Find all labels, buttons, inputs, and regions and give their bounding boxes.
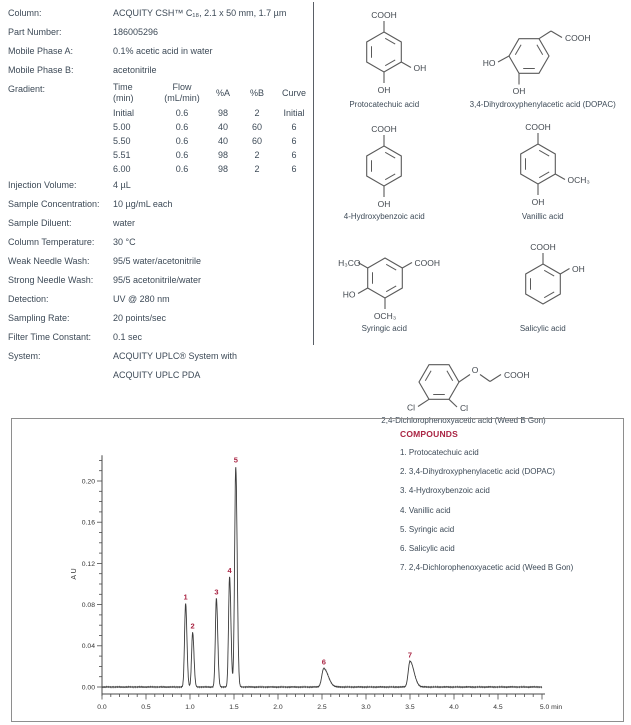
param-row	[8, 61, 305, 80]
gradient-cell: 0.6	[175, 122, 189, 132]
group-label: O	[471, 365, 478, 375]
param-row	[8, 271, 305, 290]
param-value: ACQUITY CSH™ C₁₈, 2.1 x 50 mm, 1.7 µm	[113, 8, 287, 18]
param-value: 20 points/sec	[113, 313, 167, 323]
param-label: System:	[8, 351, 41, 361]
param-value: 186005296	[113, 27, 159, 37]
svg-text:4.5: 4.5	[493, 704, 503, 711]
group-label: OH	[512, 86, 526, 96]
svg-text:0.12: 0.12	[81, 560, 95, 568]
param-value: water	[113, 218, 136, 228]
param-row	[8, 195, 305, 214]
gradient-cell: 2	[254, 108, 260, 118]
param-label: Sampling Rate:	[8, 313, 70, 323]
param-label: Sample Concentration:	[8, 199, 100, 209]
svg-text:4.0: 4.0	[449, 704, 459, 711]
structure-protocatechuic-acid	[305, 4, 464, 116]
group-label: COOH	[414, 258, 441, 268]
group-label: OH	[413, 63, 427, 73]
gradient-header: Time (min)	[113, 82, 134, 103]
section-divider	[313, 2, 314, 345]
svg-text:4: 4	[227, 565, 232, 575]
param-value: UV @ 280 nm	[113, 294, 170, 304]
gradient-cell: 40	[217, 136, 228, 146]
structure-name: Protocatechuic acid	[349, 100, 420, 109]
gradient-cell: 5.00	[113, 122, 131, 132]
group-label: COOH	[371, 10, 397, 20]
structure-salicylic-acid	[464, 228, 623, 340]
gradient-cell: 6	[291, 150, 297, 160]
gradient-table	[113, 80, 313, 176]
gradient-cell: Initial	[113, 108, 135, 118]
param-value: 10 µg/mL each	[113, 199, 173, 209]
legend-item: 1. Protocatechuic acid	[400, 448, 479, 457]
group-label: Cl	[459, 403, 468, 413]
gradient-cell: 98	[217, 108, 228, 118]
legend-item: 4. Vanillic acid	[400, 505, 451, 515]
gradient-cell: 60	[251, 122, 262, 132]
svg-text:1.5: 1.5	[229, 704, 239, 711]
gradient-cell: 0.6	[175, 136, 189, 146]
legend-item: 6. Salicylic acid	[400, 544, 455, 554]
gradient-cell: 6.00	[113, 164, 131, 174]
method-rows-bottom	[8, 176, 305, 385]
svg-text:0.5: 0.5	[141, 704, 151, 711]
structure-name: Syringic acid	[361, 324, 407, 333]
structure-4-hydroxybenzoic-acid	[305, 116, 464, 228]
svg-text:0.16: 0.16	[81, 519, 95, 527]
method-rows-top	[8, 4, 305, 80]
structure-name: Vanillic acid	[521, 212, 564, 221]
molecule-drawing	[305, 228, 463, 326]
group-label: OH	[377, 85, 391, 95]
group-label: OCH₃	[567, 175, 590, 185]
param-label: Column:	[8, 8, 42, 18]
gradient-header: %A	[215, 87, 230, 98]
group-label: COOH	[371, 124, 397, 134]
gradient-cell: 0.6	[175, 108, 189, 118]
svg-text:0.20: 0.20	[81, 478, 95, 486]
svg-text:0.00: 0.00	[81, 684, 95, 692]
param-value: 95/5 water/acetonitrile	[113, 256, 202, 266]
svg-text:5.0 min: 5.0 min	[539, 704, 563, 711]
gradient-cell: 0.6	[175, 150, 189, 160]
param-label: Mobile Phase B:	[8, 65, 74, 75]
molecule-drawing	[309, 4, 459, 102]
structure-name: 2,4-Dichlorophenoxyacetic acid (Weed B Gon)	[381, 416, 546, 425]
svg-text:2: 2	[190, 621, 195, 631]
param-label: Injection Volume:	[8, 180, 77, 190]
gradient-cell: 6	[291, 164, 297, 174]
structures-panel	[305, 0, 622, 425]
param-row	[8, 290, 305, 309]
group-label: Cl	[406, 402, 415, 413]
gradient-header: Flow (mL/min)	[164, 82, 200, 103]
param-row	[8, 328, 305, 347]
param-label: Filter Time Constant:	[8, 332, 92, 342]
param-row	[8, 4, 305, 23]
svg-text:6: 6	[321, 657, 326, 667]
svg-text:0.08: 0.08	[81, 602, 95, 609]
structure-syringic-acid	[305, 228, 464, 340]
svg-text:0.0: 0.0	[97, 704, 107, 711]
param-row	[8, 176, 305, 195]
svg-text:3.0: 3.0	[361, 704, 371, 711]
param-row	[8, 252, 305, 271]
molecule-drawing	[468, 228, 618, 326]
gradient-cell: 98	[217, 164, 228, 174]
param-label: Strong Needle Wash:	[8, 275, 94, 285]
param-value: acetonitrile	[113, 65, 157, 75]
group-label: HO	[482, 58, 496, 68]
param-label: Column Temperature:	[8, 237, 95, 247]
group-label: COOH	[564, 33, 591, 43]
gradient-header: Curve	[281, 87, 306, 98]
group-label: COOH	[503, 370, 529, 380]
group-label: COOH	[525, 122, 551, 132]
method-conditions-panel	[0, 0, 305, 412]
gradient-cell: 5.51	[113, 150, 131, 160]
gradient-header: %B	[249, 87, 264, 98]
gradient-cell: 6	[291, 136, 297, 146]
param-value: 0.1 sec	[113, 332, 143, 342]
gradient-cell: Initial	[283, 108, 305, 118]
legend-title: COMPOUNDS	[400, 429, 458, 439]
param-row	[8, 23, 305, 42]
gradient-label: Gradient:	[8, 84, 46, 94]
svg-text:1.0: 1.0	[185, 704, 195, 711]
gradient-cell: 6	[291, 122, 297, 132]
svg-text:2.5: 2.5	[317, 704, 327, 711]
svg-text:5: 5	[233, 455, 238, 465]
gradient-cell: 98	[217, 150, 228, 160]
param-label: Mobile Phase A:	[8, 46, 74, 56]
molecule-drawing	[464, 4, 622, 102]
group-label: HO	[343, 289, 356, 300]
svg-text:A U: A U	[71, 568, 78, 580]
svg-text:2.0: 2.0	[273, 704, 283, 711]
param-row	[8, 42, 305, 61]
param-value: 95/5 acetonitrile/water	[113, 275, 202, 285]
param-value: 4 µL	[113, 180, 131, 190]
structures-grid	[305, 4, 622, 432]
structure-name: 4-Hydroxybenzoic acid	[343, 212, 425, 221]
param-label: Part Number:	[8, 27, 62, 37]
gradient-cell: 60	[251, 136, 262, 146]
compounds-legend	[400, 429, 622, 577]
svg-text:3: 3	[214, 587, 219, 597]
param-label: Weak Needle Wash:	[8, 256, 90, 266]
group-label: OH	[377, 199, 391, 209]
molecule-drawing	[468, 116, 618, 214]
chromatogram-figure	[11, 418, 624, 722]
svg-text:1: 1	[183, 592, 188, 602]
param-row	[8, 309, 305, 328]
group-label: OCH₃	[374, 311, 397, 321]
group-label: OH	[571, 264, 585, 274]
legend-item: 7. 2,4-Dichlorophenoxyacetic acid (Weed B Gon)	[400, 563, 574, 573]
gradient-cell: 2	[254, 164, 260, 174]
param-label: Sample Diluent:	[8, 218, 72, 228]
group-label: H₃CO	[338, 258, 361, 268]
param-value: ACQUITY UPLC® System with ACQUITY UPLC PDA	[113, 351, 237, 380]
param-value: 0.1% acetic acid in water	[113, 46, 213, 56]
structure-vanillic-acid	[464, 116, 623, 228]
svg-text:7: 7	[407, 650, 413, 660]
param-row	[8, 347, 305, 385]
param-row	[8, 214, 305, 233]
svg-text:3.5: 3.5	[405, 704, 415, 711]
gradient-cell: 0.6	[175, 164, 189, 174]
param-row	[8, 233, 305, 252]
molecule-drawing	[344, 340, 584, 418]
legend-items	[400, 443, 622, 577]
legend-item: 2. 3,4-Dihydroxyphenylacetic acid (DOPAC)	[400, 467, 556, 477]
gradient-cell: 5.50	[113, 136, 131, 146]
group-label: OH	[531, 197, 545, 207]
param-value: 30 °C	[113, 237, 136, 247]
group-label: COOH	[530, 242, 556, 252]
molecule-drawing	[309, 116, 459, 214]
gradient-row	[8, 80, 305, 176]
legend-item: 5. Syringic acid	[400, 524, 455, 534]
svg-text:0.04: 0.04	[81, 643, 95, 651]
param-label: Detection:	[8, 294, 49, 304]
structure-name: 3,4-Dihydroxyphenylacetic acid (DOPAC)	[469, 100, 616, 109]
legend-item: 3. 4-Hydroxybenzoic acid	[400, 486, 490, 496]
gradient-cell: 40	[217, 122, 228, 132]
structure-name: Salicylic acid	[519, 324, 566, 333]
gradient-cell: 2	[254, 150, 260, 160]
structure-dopac	[464, 4, 623, 116]
